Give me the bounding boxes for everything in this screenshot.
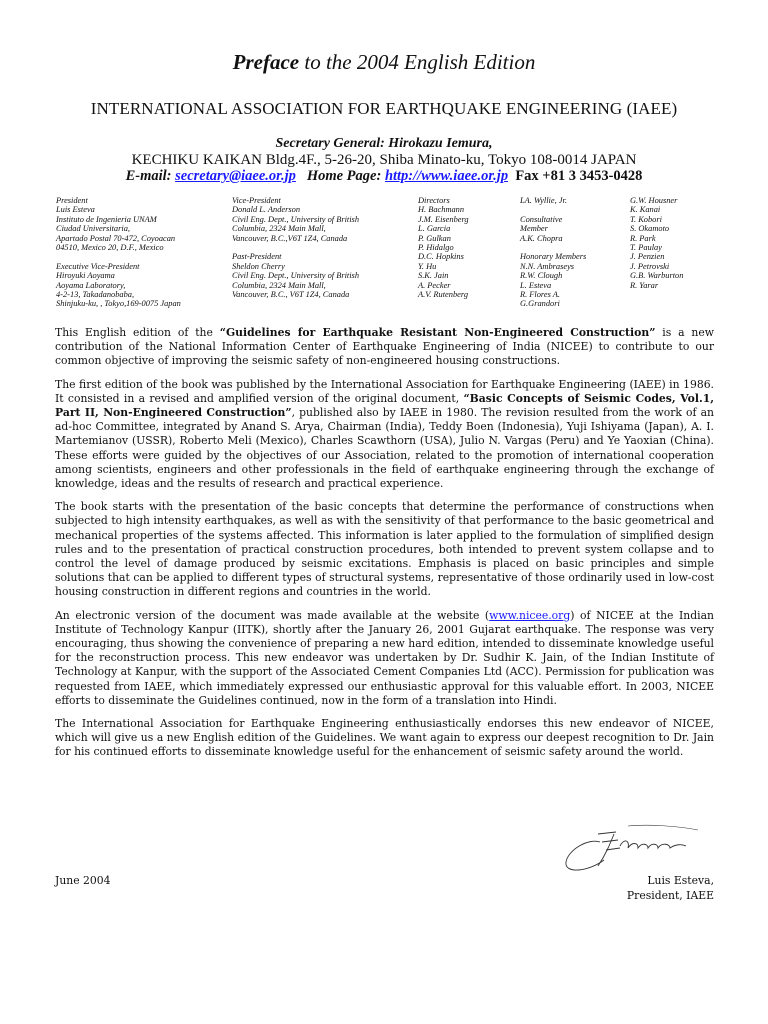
officers-col-4 [520,196,586,309]
paragraph-4 [55,609,714,708]
p4-text-b: ) of NICEE at the Indian Institute of Technology Kanpur (IITK), shortly after the January 26, 2001 Gujarat earthquake. The response was very encouraging, thus showing the convenience of preparing a new hard edition, intended to disseminate knowledge useful for the reconstruction process. This new endeavor was undertaken by Dr. Sudhir K. Jain, of the Indian Institute of Technology at Kanpur, with the support of the Associated Cement Companies Ltd (ACC). Permission for publication was requested from IAEE, which immediately expressed our enthusiastic approval for this valuable effort. In 2003, NICEE efforts to disseminate the Guidelines continued, now in the form of a translation into Hindi. [55,608,714,707]
officer-line: Luis Esteva [56,205,95,215]
officer-line: Executive Vice-President [56,261,140,271]
officer-line: K. Kanai [630,205,661,215]
homepage-label: Home Page: [306,168,382,184]
officers-block [56,196,716,316]
officer-line: P. Gulkan [418,233,451,243]
officer-line: R. Park [630,233,656,243]
officer-line: Honorary Members [520,252,587,262]
signature-image [558,820,708,880]
officer-line: Civil Eng. Dept., University of British [232,271,360,281]
officer-line: Vancouver, B.C.,V6T 1Z4, Canada [232,233,348,243]
officer-line: A.V. Rutenberg [418,289,469,299]
p1-text-a: This English edition of the [55,326,220,339]
officer-line: D.C. Hopkins [418,252,464,262]
officer-line: Shinjuku-ku, , Tokyo,169-0075 Japan [56,299,181,309]
officer-line: G.B. Warburton [630,271,684,281]
paragraph-5: The International Association for Earthquake Engineering enthusiastically endorses this new endeavor of NICEE, which will give us a new English edition of the Guidelines. We want again to express our deepest recognition to Dr. Jain for his continued efforts to disseminate knowledge useful for the enhancement of seismic safety around the world. [55,717,714,759]
title-rest: to the 2004 English Edition [299,50,536,74]
officer-line: Columbia, 2324 Main Mall, [232,280,326,290]
officer-line: Columbia, 2324 Main Mall, [232,224,326,234]
signatory [627,873,714,903]
officers-col-1 [56,196,181,309]
officer-line [520,243,586,252]
officer-line: P. Hidalgo [418,242,454,252]
paragraph-3: The book starts with the presentation of the basic concepts that determine the performance of constructions when subjected to high intensity earthquakes, as well as with the sensitivity of that performance to the basic geometrical and mechanical properties of the systems affected. This information is later applied to the formulation of simplified design rules and to the presentation of practical construction procedures, both intended to prevent system collapse and to control the level of damage produced by seismic excitations. Emphasis is placed on basic principles and simple solutions that can be applied to different types of structural systems, representative of those ordinarily used in low-cost housing construction in different regions and countries in the world. [55,500,714,599]
officer-line: Ciudad Universitaria, [56,224,130,234]
officer-line: 04510, Mexico 20, D.F., Mexico [56,242,164,252]
officer-line: A.K. Chopra [520,233,563,243]
p4-text-a: An electronic version of the document was made available at the website ( [55,608,490,622]
officer-line: N.N. Ambraseys [520,261,575,271]
officer-line: 4-2-13, Takadanobaba, [56,289,135,299]
officer-line: R. Flores A. [520,289,561,299]
preface-body [55,326,714,769]
email-link[interactable]: secretary@iaee.or.jp [175,168,296,184]
officer-line: Y. Hu [418,261,437,271]
officer-line: President [56,196,88,205]
organization-name: INTERNATIONAL ASSOCIATION FOR EARTHQUAKE ENGINEERING (IAEE) [90,99,678,118]
officer-line: S. Okamoto [630,224,670,234]
officers-col-5 [630,196,683,290]
officer-line: Sheldon Cherry [232,261,285,271]
officer-line: J.M. Eisenberg [418,214,469,224]
officer-line: Directors [418,196,450,205]
p2-text-a: The first edition of the book was published by the International Association for Earthquake Engineering (IAEE) in 1986. It consisted in a revised and amplified version of the original document, [55,377,714,405]
nicee-website-link[interactable]: www.nicee.org [489,608,571,622]
officer-line: Vancouver, B.C., V6T 1Z4, Canada [232,289,350,299]
officer-line: R. Yarar [630,280,659,290]
officer-line: A. Pecker [418,280,451,290]
letter-date: June 2004 [55,874,111,887]
p2-title-bold: “Basic Concepts of Seismic Codes, Vol.1, Part II, Non-Engineered Construction” [55,391,714,420]
organization-address: KECHIKU KAIKAN Bldg.4F., 5-26-20, Shiba Minato-ku, Tokyo 108-0014 JAPAN [131,152,637,168]
officers-col-3 [418,196,469,299]
officers-col-2 [232,196,359,299]
p1-text-c: is a new contribution of the National Information Center of Earthquake Engineering of India (NICEE) to contribute to our common objective of improving the seismic safety of non-engineered housing constructions. [55,326,714,368]
secretary-general: Secretary General: Hirokazu Iemura, [275,136,493,151]
officer-line: LA. Wyllie, Jr. [520,196,567,205]
officer-line: Instituto de Ingenieria UNAM [56,214,157,224]
p1-title-bold: “Guidelines for Earthquake Resistant Non-Engineered Construction” [219,326,656,339]
officer-line: Donald L. Anderson [232,205,301,215]
fax-number: Fax +81 3 3453-0428 [515,168,643,184]
officer-line [56,252,181,261]
officer-line: S.K. Jain [418,271,449,281]
paragraph-1 [55,326,714,369]
officer-line: H. Bachmann [418,205,465,215]
officer-line: Vice-President [232,196,281,205]
title-bold: Preface [232,50,300,74]
officer-line: T. Paulay [630,242,662,252]
officer-line [232,243,359,252]
officer-line: J. Penzien [630,252,665,262]
officer-line: G.Grandori [520,299,560,309]
email-label: E-mail: [125,168,172,184]
p2-text-c: , published also by IAEE in 1980. The revision resulted from the work of an ad-hoc Committee, integrated by Anand S. Arya, Chairman (India), Teddy Boen (Indonesia), Yuji Ishiyama (Japan), A. I. Martemianov (USSR), Roberto Meli (Mexico), Charles Scawthorn (USA), Julio N. Vargas (Peru) and Ye Yaoxian (China). These efforts were guided by the objectives of our Association, related to the promotion of international cooperation among scientists, engineers and other professionals in the field of earthquake engineering through the exchange of knowledge, ideas and the results of research and practical experience. [55,406,714,491]
officer-line: Apartado Postal 70-472, Coyoacan [56,233,176,243]
officer-line: Past-President [232,252,282,262]
signatory-role: President, IAEE [626,889,714,902]
officer-line: L. Garcia [418,224,451,234]
officer-line [520,205,586,214]
contact-line [0,168,768,185]
officer-line: J. Petrovski [630,261,670,271]
signatory-name: Luis Esteva, [647,874,714,887]
officer-line: Hiroyuki Aoyama [56,271,115,281]
officer-line: R.W. Clough [520,271,563,281]
officer-line: L. Esteva [520,280,552,290]
paragraph-2 [55,378,714,492]
page-title [0,50,768,75]
officer-line: Member [520,224,548,234]
officer-line: Aoyama Laboratory, [56,280,126,290]
officer-line: Consultative [520,214,563,224]
officer-line: G.W. Housner [630,196,678,205]
officer-line: T. Kobori [630,214,662,224]
officer-line: Civil Eng. Dept., University of British [232,214,360,224]
homepage-link[interactable]: http://www.iaee.or.jp [384,168,509,184]
